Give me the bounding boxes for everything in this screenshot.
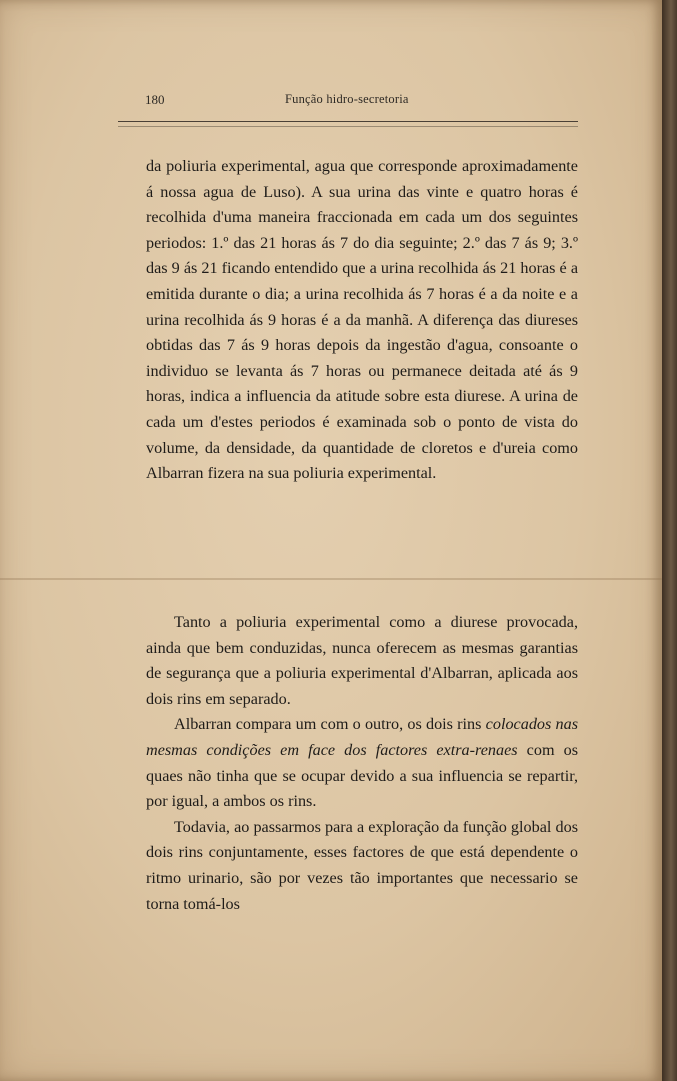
header-rule (118, 121, 578, 122)
running-title: Função hidro-secretoria (285, 92, 409, 106)
page-header (145, 92, 575, 114)
paragraph-continued: da poliuria experimental, agua que corresponde aproximadamente á nossa agua de Luso). A sua urina das vinte e quatro horas é recolhida d'uma maneira fraccionada em cada um dos seguintes periodos: 1.º das 21 horas ás 7 do dia seguinte; 2.º das 7 ás 9; 3.º das 9 ás 21 ficando entendido que a urina recolhida ás 21 horas é a emitida durante o dia; a urina recolhida ás 7 horas é a da noite e a urina recolhida ás 9 horas é a da manhã. A diferença das diureses obtidas das 7 ás 9 horas depois da ingestão d'agua, consoante o individuo se levanta ás 7 horas ou permanece deitada até ás 9 horas, indica a influencia da atitude sobre esta diurese. A urina de cada um d'estes periodos é examinada sob o ponto de vista do volume, da densidade, da quantidade de cloretos e d'ureia como Albarran fizera na sua poliuria experimental. (146, 157, 578, 483)
paragraph-albarran-italic: colocados nas mesmas condições em face dos factores extra-renaes (146, 715, 579, 759)
page-number: 180 (145, 92, 165, 107)
paragraph-tanto: Tanto a poliuria experimental como a diurese provocada, ainda que bem conduzidas, nunca oferecem as mesmas garantias de segurança que a poliuria experimental d'Albarran, aplicada aos dois rins em separado. (146, 613, 578, 708)
book-spine (662, 0, 677, 1081)
page-fold-line (0, 578, 662, 580)
paragraph-albarran-start: Albarran compara um com o outro, os dois rins (174, 715, 486, 734)
paragraph-albarran-end: com os quaes não tinha que se ocupar devido a sua influencia se repartir, por igual, a ambos os rins. (146, 740, 579, 811)
body-text-top (146, 154, 578, 487)
paragraph-todavia: Todavia, ao passarmos para a exploração da função global dos dois rins conjuntamente, esses factores de que está dependente o ritmo urinario, são por vezes tão importantes que necessario se torna tomá-los (146, 817, 578, 913)
header-rule-secondary (118, 126, 578, 127)
body-text-bottom (146, 610, 578, 917)
paragraph-albarran (146, 712, 578, 814)
